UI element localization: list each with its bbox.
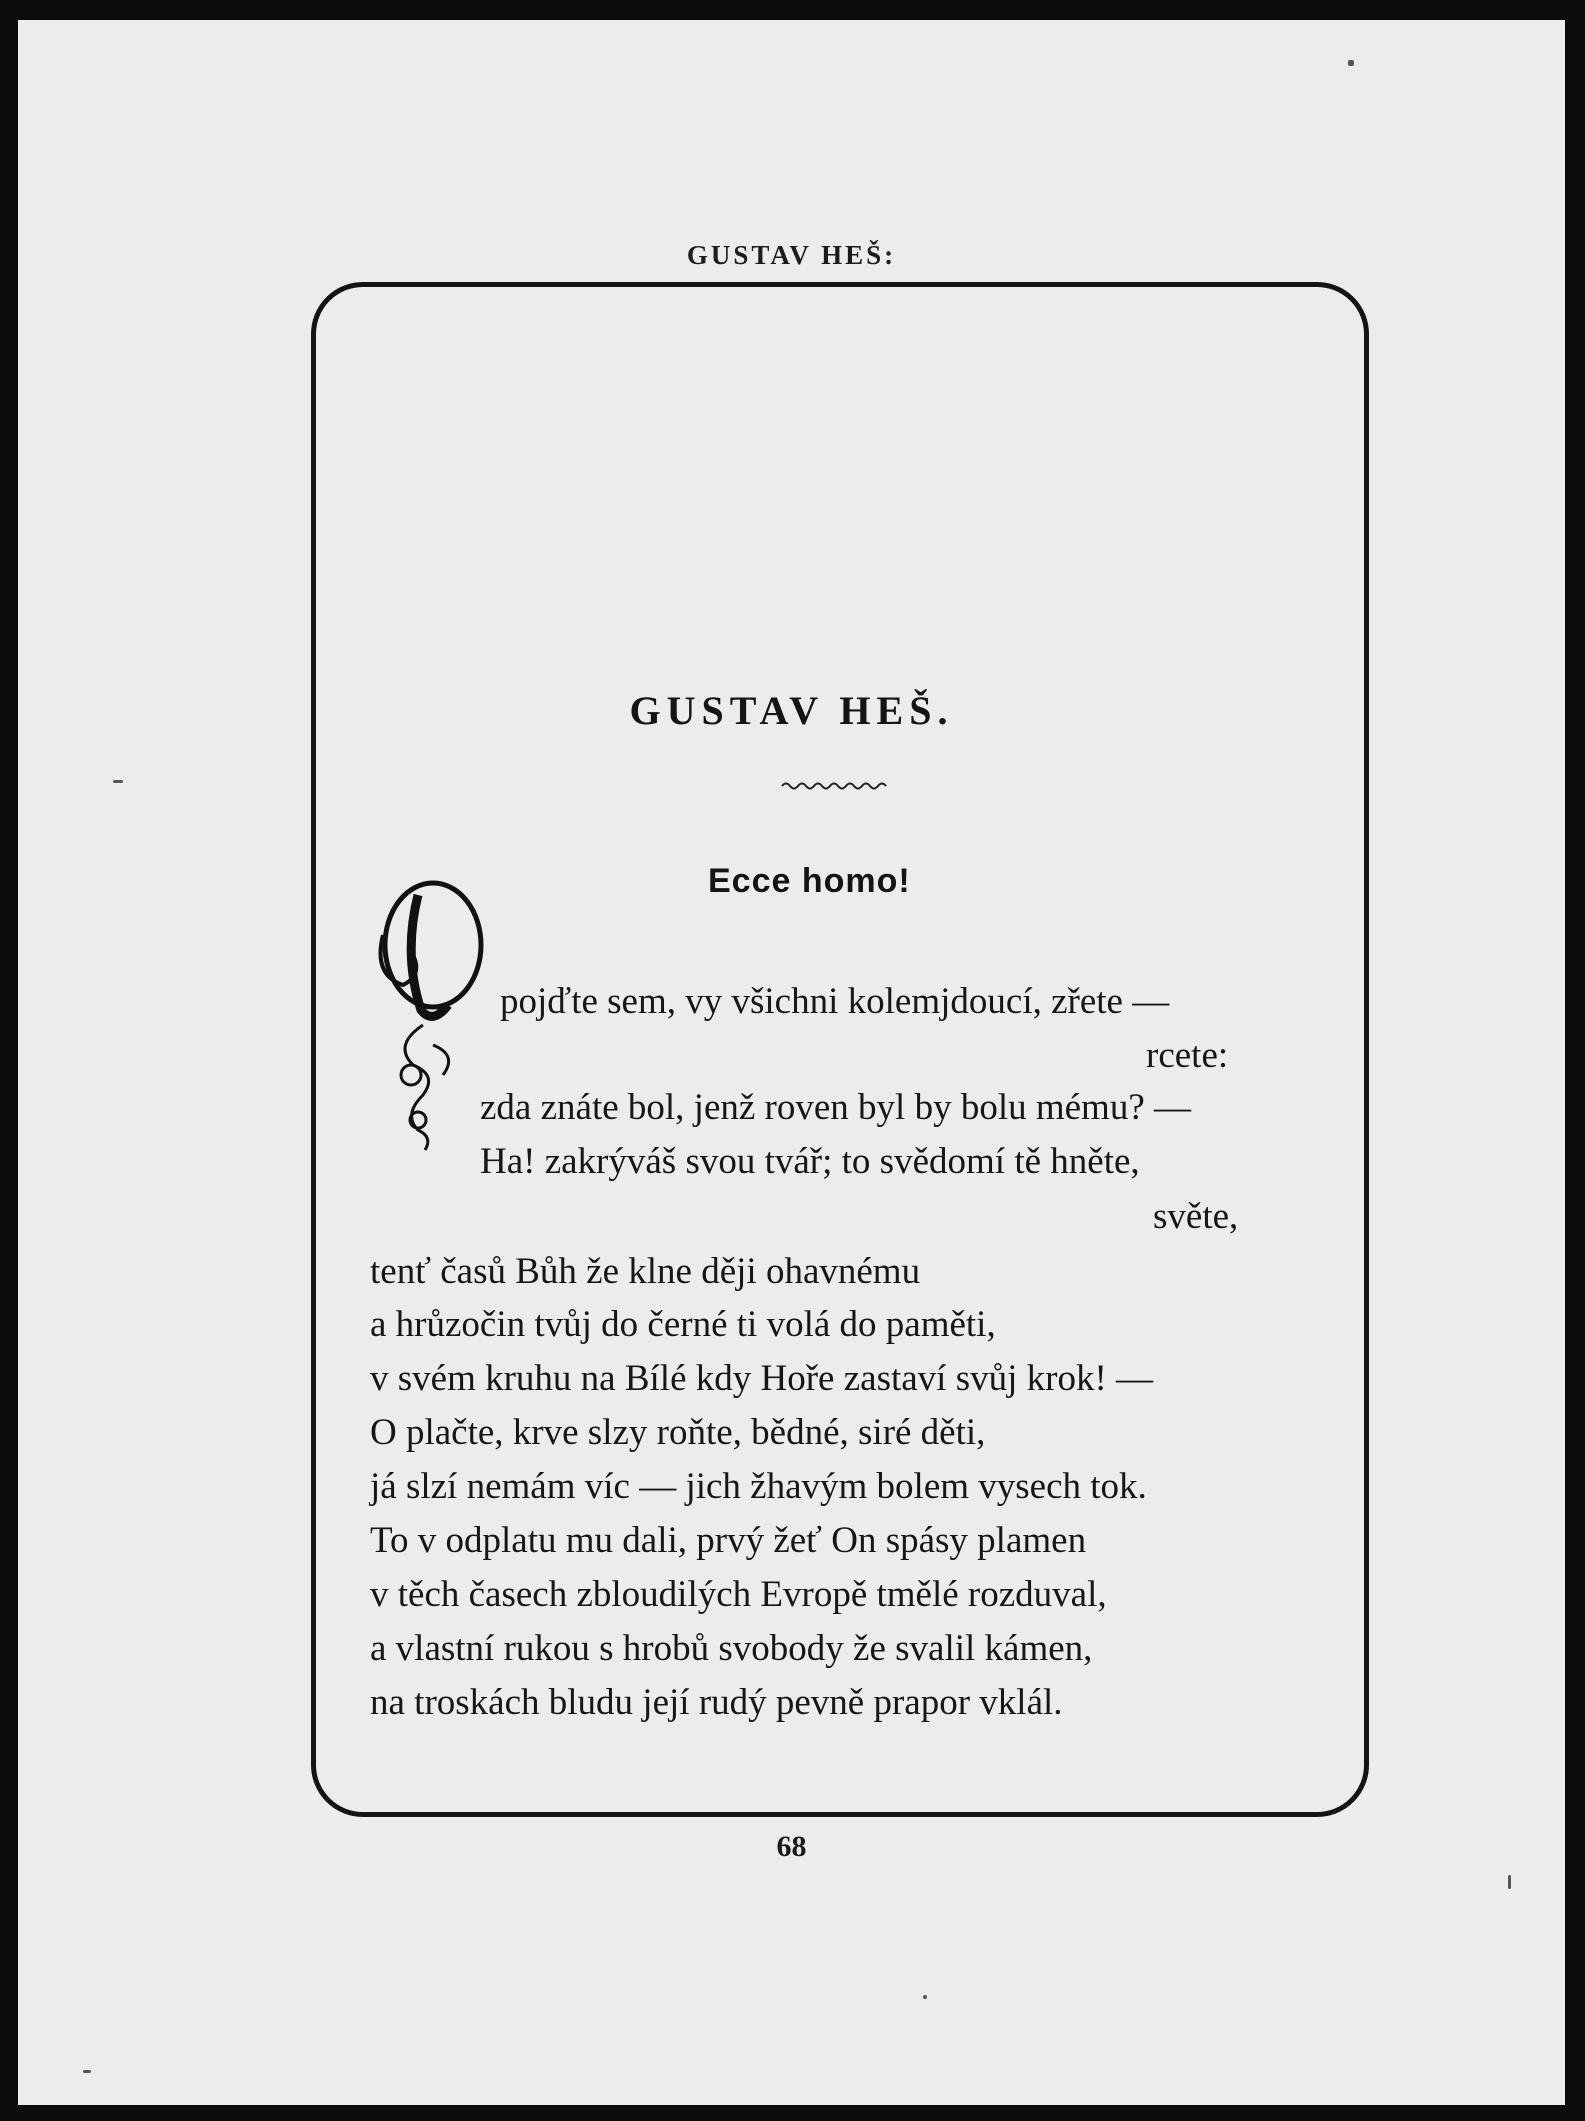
ornamental-swash <box>780 778 890 792</box>
poem-line: já slzí nemám víc — jich žhavým bolem vysech tok. <box>370 1466 1147 1507</box>
poem-line: tenť časů Bůh že klne ději ohavnému <box>370 1251 921 1292</box>
poem-line: To v odplatu mu dali, prvý žeť On spásy plamen <box>370 1520 1087 1561</box>
poem-line: a hrůzočin tvůj do černé ti volá do paměti, <box>370 1304 996 1345</box>
poem-line: v svém kruhu na Bílé kdy Hoře zastaví svůj krok! — <box>370 1358 1154 1399</box>
poem-line: světe, <box>1153 1196 1239 1237</box>
poem-line: a vlastní rukou s hrobů svobody že svalil kámen, <box>370 1628 1093 1669</box>
print-speck <box>113 780 123 783</box>
author-title: GUSTAV HEŠ. <box>629 688 954 733</box>
print-speck <box>1348 60 1354 66</box>
poem-line: zda znáte bol, jenž roven byl by bolu mému? — <box>480 1087 1192 1128</box>
poem-line: v těch časech zbloudilých Evropě tmělé rozduval, <box>370 1574 1107 1615</box>
poem-line: Ha! zakrýváš svou tvář; to svědomí tě hněte, <box>480 1141 1140 1182</box>
page-number: 68 <box>776 1830 807 1863</box>
print-speck <box>923 1995 927 1999</box>
poem-title: Ecce homo! <box>708 862 911 900</box>
print-speck <box>1508 1875 1511 1889</box>
book-page <box>18 20 1565 2105</box>
print-speck <box>83 2070 91 2073</box>
poem-line: pojďte sem, vy všichni kolemjdoucí, zřete — <box>500 981 1170 1022</box>
poem-line: rcete: <box>1146 1035 1229 1076</box>
running-head: GUSTAV HEŠ: <box>686 240 897 270</box>
poem-line: O plačte, krve slzy roňte, bědné, siré děti, <box>370 1412 986 1453</box>
poem-line: na troskách bludu její rudý pevně prapor vklál. <box>370 1682 1063 1723</box>
decorative-initial <box>363 875 498 1160</box>
